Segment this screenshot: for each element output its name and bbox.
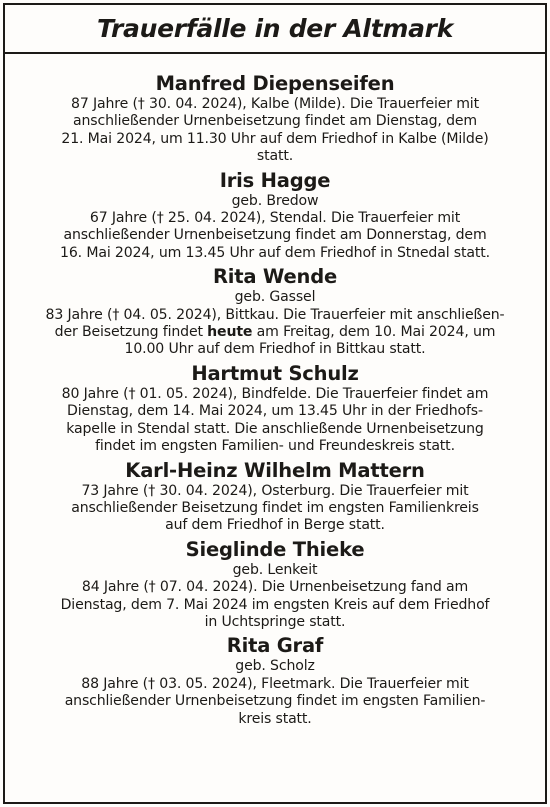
deceased-name: Rita Graf	[226, 634, 324, 658]
notice-text	[10, 386, 540, 456]
deceased-name: Sieglinde Thieke	[185, 537, 365, 561]
notice-line: 87 Jahre († 30. 04. 2024), Kalbe (Milde). Die Trauerfeier mit	[71, 96, 479, 112]
notice-line: der Beisetzung findet	[54, 324, 208, 341]
notice-line: kapelle in Stendal statt. Die anschließende Urnenbeisetzung	[66, 420, 484, 437]
obituary-notice	[5, 458, 545, 535]
notice-text	[10, 96, 540, 166]
notice-text	[10, 483, 540, 535]
deceased-name: Rita Wende	[212, 265, 338, 289]
notice-line: 83 Jahre († 04. 05. 2024), Bittkau. Die Trauerfeier mit anschließen-	[45, 306, 505, 323]
birth-name: geb. Scholz	[235, 658, 315, 675]
notice-line: 84 Jahre († 07. 04. 2024). Die Urnenbeisetzung fand am	[81, 579, 469, 596]
obituary-notice	[5, 361, 545, 456]
notice-line: 67 Jahre († 25. 04. 2024), Stendal. Die Trauerfeier mit	[89, 210, 461, 227]
notice-line: anschließender Beisetzung findet im engsten Familienkreis	[71, 499, 479, 516]
obituary-frame	[3, 3, 547, 804]
obituary-notice	[5, 71, 545, 166]
deceased-name: Iris Hagge	[219, 168, 331, 192]
notice-text	[10, 676, 540, 728]
notice-line: findet im engsten Familien- und Freundeskreis statt.	[95, 438, 455, 455]
obituary-notice	[5, 537, 545, 632]
notice-line: anschließender Urnenbeisetzung findet am Donnerstag, dem	[63, 227, 487, 244]
notice-line: am Freitag, dem 10. Mai 2024, um	[252, 324, 496, 341]
obituary-notice	[5, 168, 545, 263]
birth-name: geb. Gassel	[234, 289, 316, 306]
notice-line: anschließender Urnenbeisetzung findet am Dienstag, dem	[73, 113, 477, 130]
notice-line: in Uchtspringe statt.	[204, 613, 346, 630]
deceased-name: Hartmut Schulz	[191, 361, 359, 385]
deceased-name: Karl-Heinz Wilhelm Mattern	[125, 458, 425, 482]
notice-text	[10, 579, 540, 631]
notice-line: Dienstag, dem 7. Mai 2024 im engsten Kreis auf dem Friedhof	[60, 596, 490, 613]
notice-line: kreis statt.	[238, 710, 312, 727]
obituary-notice	[5, 633, 545, 728]
notice-line: 10.00 Uhr auf dem Friedhof in Bittkau statt.	[124, 341, 426, 358]
notice-line: anschließender Urnenbeisetzung findet im engsten Familien-	[64, 693, 486, 710]
notice-text	[10, 307, 540, 359]
notice-line: 16. Mai 2024, um 13.45 Uhr auf dem Friedhof in Stnedal statt.	[60, 244, 490, 261]
notice-line: auf dem Friedhof in Berge statt.	[165, 517, 385, 534]
page-title: Trauerfälle in der Altmark	[96, 14, 454, 43]
birth-name: geb. Bredow	[231, 192, 319, 209]
notice-line: statt.	[256, 148, 294, 165]
notice-text	[10, 210, 540, 262]
obituary-notice	[5, 264, 545, 359]
notice-line: 73 Jahre († 30. 04. 2024), Osterburg. Die Trauerfeier mit	[81, 482, 469, 499]
notice-line: 21. Mai 2024, um 11.30 Uhr auf dem Friedhof in Kalbe (Milde)	[61, 130, 489, 147]
notice-line: 88 Jahre († 03. 05. 2024), Fleetmark. Die Trauerfeier mit	[81, 675, 469, 692]
highlight-text: heute	[207, 324, 253, 341]
birth-name: geb. Lenkeit	[232, 561, 318, 578]
header	[5, 5, 545, 54]
notice-line: Dienstag, dem 14. Mai 2024, um 13.45 Uhr in der Friedhofs-	[67, 403, 483, 420]
deceased-name: Manfred Diepenseifen	[155, 72, 395, 95]
obituary-list	[5, 54, 545, 728]
notice-line: 80 Jahre († 01. 05. 2024), Bindfelde. Die Trauerfeier findet am	[61, 385, 489, 402]
